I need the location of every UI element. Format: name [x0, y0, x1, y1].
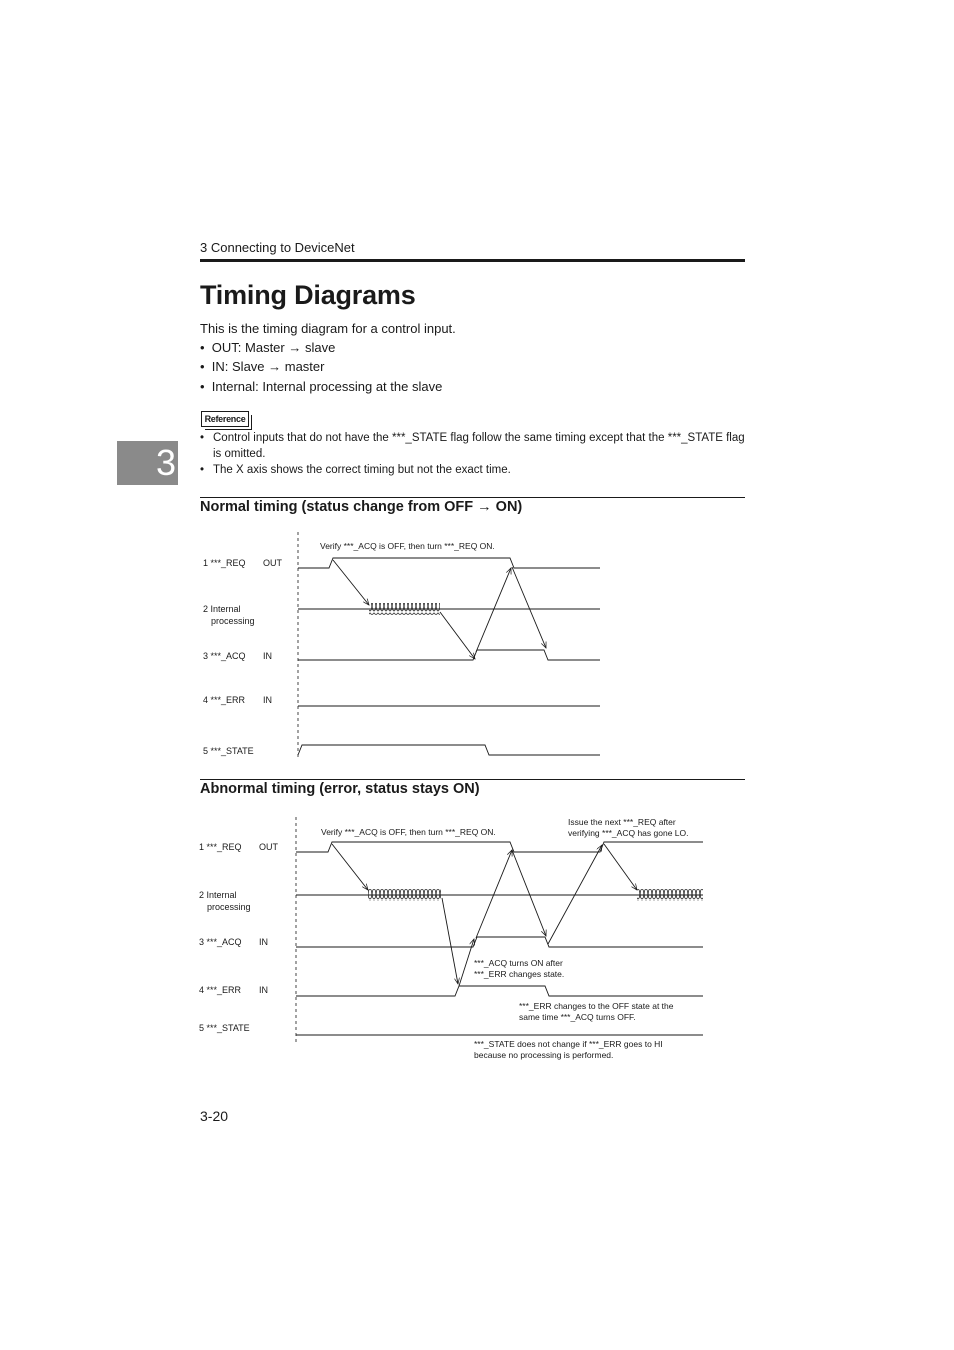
timing-arrow	[604, 844, 637, 890]
section-heading-normal: Normal timing (status change from OFF → ON)	[200, 499, 523, 515]
annotation: Verify ***_ACQ is OFF, then turn ***_REQ ON.	[321, 827, 496, 837]
intro-bullet-text: OUT: Master → slave	[211, 340, 336, 355]
signal-label: 5 ***_STATE	[203, 746, 254, 756]
signal-label: 1 ***_REQ	[203, 558, 246, 568]
intro-bullet: • OUT: Master → slave	[200, 340, 336, 355]
signal-label: 3 ***_ACQ	[199, 937, 242, 947]
page-title: Timing Diagrams	[200, 280, 416, 310]
intro-bullet-text: Internal: Internal processing at the slave	[211, 379, 443, 394]
signal-label: 2 Internal	[199, 890, 237, 900]
chapter-tab-number: 3	[155, 442, 176, 483]
reference-badge: Reference	[201, 411, 249, 427]
signal-direction: IN	[259, 985, 268, 995]
timing-arrow	[512, 567, 546, 648]
timing-arrow	[332, 844, 368, 890]
timing-arrow	[476, 850, 512, 938]
signal-label: 3 ***_ACQ	[203, 651, 246, 661]
annotation: verifying ***_ACQ has gone LO.	[568, 828, 689, 838]
processing-coil	[368, 889, 441, 901]
signal-direction: OUT	[263, 558, 282, 568]
timing-arrow	[476, 568, 511, 652]
reference-item-text: The X axis shows the correct timing but not the exact time.	[213, 464, 511, 476]
intro-bullet: • Internal: Internal processing at the slave	[200, 379, 443, 394]
signal-label: processing	[211, 616, 255, 626]
signal-direction: IN	[259, 937, 268, 947]
timing-arrow	[442, 898, 458, 984]
page-number: 3-20	[200, 1108, 229, 1124]
acq-waveform	[296, 937, 703, 947]
processing-coil	[369, 603, 440, 615]
timing-arrow	[512, 850, 546, 936]
signal-label: 2 Internal	[203, 604, 241, 614]
reference-item: • Control inputs that do not have the ***_STATE flag follow the same timing except that the ***_STATE flag is omitted.	[200, 432, 745, 460]
annotation: ***_ACQ turns ON after	[474, 958, 563, 968]
signal-direction: IN	[263, 651, 272, 661]
signal-label: 5 ***_STATE	[199, 1023, 250, 1033]
annotation: Issue the next ***_REQ after	[568, 817, 676, 827]
annotation: Verify ***_ACQ is OFF, then turn ***_REQ ON.	[320, 541, 495, 551]
processing-coil	[637, 889, 703, 901]
err-waveform	[296, 986, 703, 996]
timing-arrow	[333, 560, 369, 605]
signal-label: 4 ***_ERR	[199, 985, 242, 995]
abnormal-timing-diagram	[199, 817, 703, 1060]
req-waveform	[298, 558, 600, 568]
signal-label: 1 ***_REQ	[199, 842, 242, 852]
annotation: ***_ERR changes to the OFF state at the	[519, 1001, 674, 1011]
reference-item: • The X axis shows the correct timing but not the exact time.	[200, 464, 511, 476]
signal-label: 4 ***_ERR	[203, 695, 246, 705]
timing-arrow	[548, 845, 602, 944]
acq-waveform	[298, 650, 600, 660]
section-heading-abnormal: Abnormal timing (error, status stays ON)	[200, 781, 480, 797]
intro-text: This is the timing diagram for a control input.	[200, 321, 456, 336]
req-waveform	[296, 842, 703, 852]
intro-bullet: • IN: Slave → master	[200, 359, 325, 374]
normal-timing-diagram	[203, 532, 600, 758]
timing-arrow	[459, 939, 474, 986]
reference-item-text: Control inputs that do not have the ***_STATE flag follow the same timing except that the ***_STATE flag is omitted.	[213, 432, 745, 460]
annotation: ***_ERR changes state.	[474, 969, 565, 979]
intro-bullet-text: IN: Slave → master	[211, 359, 325, 374]
state-waveform	[298, 745, 600, 755]
timing-arrow	[440, 612, 475, 659]
running-header: 3 Connecting to DeviceNet	[200, 240, 355, 255]
annotation: ***_STATE does not change if ***_ERR goes to HI	[474, 1039, 663, 1049]
annotation: same time ***_ACQ turns OFF.	[519, 1012, 636, 1022]
annotation: because no processing is performed.	[474, 1050, 614, 1060]
signal-direction: IN	[263, 695, 272, 705]
signal-direction: OUT	[259, 842, 278, 852]
signal-label: processing	[207, 902, 251, 912]
